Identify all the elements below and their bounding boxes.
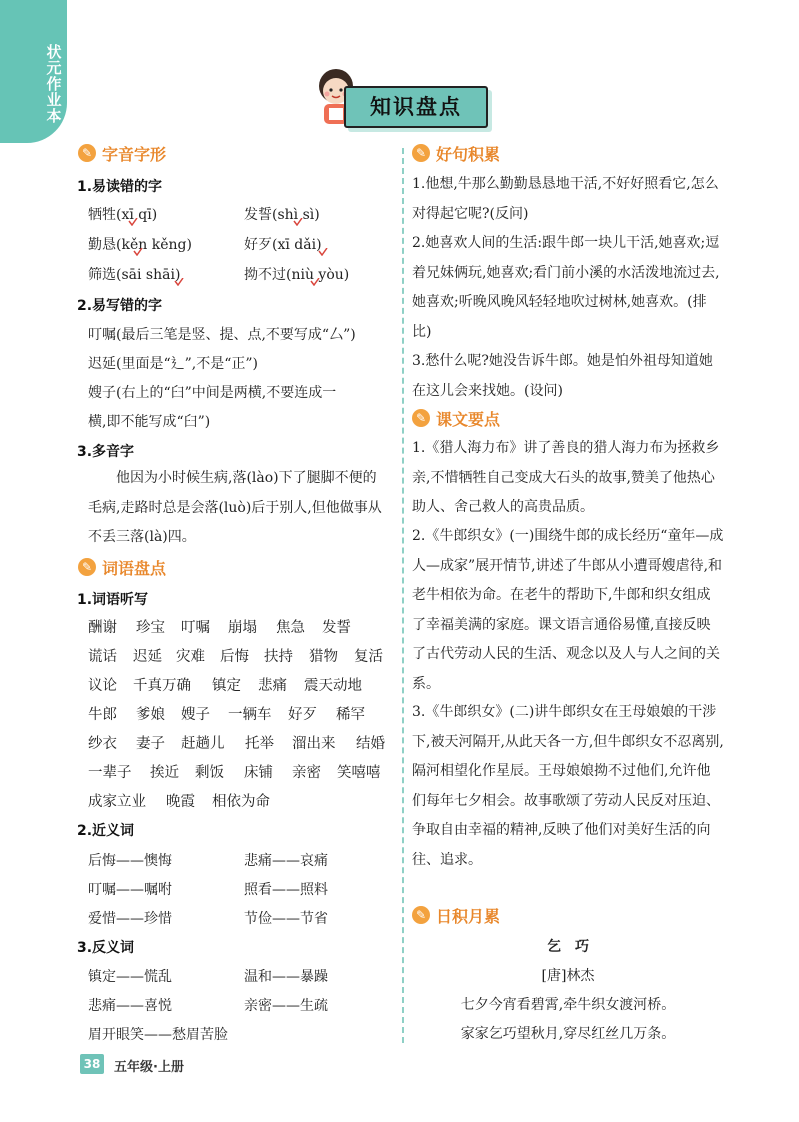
good-sentence: 3.愁什么呢?她没告诉牛郎。她是怕外祖母知道她在这儿会来找她。(设问) [412,353,713,399]
vocab-word: 爹娘 [136,707,165,723]
pinyin-item: 牺牲(xī qī) [88,207,158,223]
pencil-icon: ✎ [412,906,430,924]
pinyin-item: 发誓(shì sì) [244,207,320,223]
vocab-word: 一辈子 [88,765,132,781]
vocab-word: 稀罕 [336,707,365,723]
synonym-pair: 悲痛——哀痛 [244,853,328,869]
text-line: 横,即不能写成“臼”) [88,414,211,430]
section-header-ciyu [78,555,166,579]
vocab-word: 灾难 [176,649,205,665]
vocab-word: 酬谢 [88,620,117,636]
section-header-ziyin [78,141,166,165]
vocab-word: 成家立业 [88,794,146,810]
pencil-icon: ✎ [412,409,430,427]
vocab-word: 亲密 [292,765,321,781]
poem-line: 七夕今宵看碧霄,牵牛织女渡河桥。 [460,997,676,1013]
vocab-word: 发誓 [322,620,351,636]
check-mark-icon [174,278,184,286]
antonym-pair: 眉开眼笑——愁眉苦脸 [88,1027,228,1043]
text-line: 迟延(里面是“⻎”,不是“正”) [88,356,259,372]
vocab-word: 千真万确 [133,678,191,694]
synonym-pair: 叮嘱——嘱咐 [88,882,172,898]
vocab-word: 笑嘻嘻 [337,765,381,781]
key-point: 1.《猎人海力布》讲了善良的猎人海力布为拯救乡亲,不惜牺牲自己变成大石头的故事,赞美了他热心助人、舍己救人的高贵品质。 [412,440,720,515]
vocab-word: 复活 [354,649,383,665]
vocab-word: 托举 [245,736,274,752]
section-title: 字音字形 [102,144,167,164]
vocab-word: 一辆车 [228,707,272,723]
antonym-pair: 温和——暴躁 [244,969,328,985]
section-title: 词语盘点 [102,558,167,578]
subheading-duoyin: 3.多音字 [77,444,135,460]
vocab-word: 纱衣 [88,736,117,752]
vocab-word: 崩塌 [228,620,257,636]
vocab-word: 谎话 [88,649,117,665]
pinyin-item: 筛选(sāi shāi) [88,267,181,283]
pinyin-item: 勤恳(kěn kěng) [88,237,192,253]
section-header-haoju [412,141,500,165]
synonym-pair: 照看——照料 [244,882,328,898]
duoyin-paragraph: 他因为小时候生病,落(lào)下了腿脚不便的毛病,走路时总是会落(luò)后于别人,但他做事从不丢三落(là)四。 [88,470,382,545]
vocab-word: 挨近 [150,765,179,781]
vocab-word: 床铺 [244,765,273,781]
page-label: 五年级·上册 [114,1060,184,1075]
subheading-fanyi: 3.反义词 [77,940,135,956]
subheading-yidu: 1.易读错的字 [77,179,163,195]
vocab-word: 镇定 [212,678,241,694]
text-line: 叮嘱(最后三笔是竖、提、点,不要写成“厶”) [88,327,356,343]
pinyin-item: 拗不过(niù yòu) [244,267,350,283]
vocab-word: 迟延 [133,649,162,665]
vocab-word: 叮嘱 [181,620,210,636]
subheading-jinyi: 2.近义词 [77,823,135,839]
text-line: 嫂子(右上的“臼”中间是两横,不要连成一 [88,385,337,401]
vocab-word: 赶趟儿 [181,736,225,752]
pencil-icon: ✎ [78,144,96,162]
vocab-word: 溜出来 [292,736,336,752]
antonym-pair: 亲密——生疏 [244,998,328,1014]
vocab-word: 焦急 [276,620,305,636]
section-header-yaodian [412,406,500,430]
antonym-pair: 悲痛——喜悦 [88,998,172,1014]
pencil-icon: ✎ [78,558,96,576]
vocab-word: 扶持 [264,649,293,665]
title-banner [344,86,488,128]
check-mark-icon [293,218,303,226]
vocab-word: 议论 [88,678,117,694]
section-title: 课文要点 [436,409,501,429]
subheading-yixie: 2.易写错的字 [77,298,163,314]
check-mark-icon [133,248,143,256]
vocab-word: 好歹 [288,707,317,723]
synonym-pair: 节俭——节省 [244,911,328,927]
pencil-icon: ✎ [412,144,430,162]
key-point: 2.《牛郎织女》(一)围绕牛郎的成长经历“童年—成人—成家”展开情节,讲述了牛郎从小遭哥嫂虐待,和老牛相依为命。在老牛的帮助下,牛郎和织女组成了幸福美满的家庭。课文语言通俗易懂,直接反映了古代劳动人民的生活、观念以及人与人之间的关系。 [412,528,724,692]
check-mark-icon [128,218,138,226]
vocab-word: 珍宝 [136,620,165,636]
vocab-word: 猎物 [309,649,338,665]
good-sentence: 1.他想,牛那么勤勤恳恳地干活,不好好照看它,怎么对得起它呢?(反问) [412,176,719,222]
vocab-word: 妻子 [136,736,165,752]
synonym-pair: 爱惜——珍惜 [88,911,172,927]
synonym-pair: 后悔——懊悔 [88,853,172,869]
section-title: 好句积累 [436,144,501,164]
page-title: 知识盘点 [370,95,462,119]
vocab-word: 相依为命 [212,794,270,810]
vocab-word: 牛郎 [88,707,117,723]
vocab-word: 后悔 [220,649,249,665]
subheading-tingxie: 1.词语听写 [77,592,149,608]
check-mark-icon [310,278,320,286]
side-tab-label: 状元作业本 [46,43,62,125]
poem-line: 家家乞巧望秋月,穿尽红丝几万条。 [460,1026,676,1042]
antonym-pair: 镇定——慌乱 [88,969,172,985]
section-title: 日积月累 [436,906,501,926]
vocab-word: 结婚 [356,736,385,752]
pinyin-item: 好歹(xī dǎi) [244,237,322,253]
good-sentence: 2.她喜欢人间的生活:跟牛郎一块儿干活,她喜欢;逗着兄妹俩玩,她喜欢;看门前小溪的水活泼地流过去,她喜欢;听晚风晚风轻轻地吹过树林,她喜欢。(排比) [412,235,720,340]
key-point: 3.《牛郎织女》(二)讲牛郎织女在王母娘娘的干涉下,被天河隔开,从此天各一方,但牛郎织女不忍离别,隔河相望化作星辰。王母娘娘拗不过他们,允许他们每年七夕相会。故事歌颂了劳动人民反对压迫、争取自由幸福的精神,反映了他们对美好生活的向往、追求。 [412,704,724,868]
section-header-riji [412,903,500,927]
vocab-word: 晚霞 [166,794,195,810]
poem-author: [唐]林杰 [541,968,595,984]
page-number: 38 [80,1054,104,1074]
vocab-word: 震天动地 [304,678,362,694]
vocab-word: 剩饭 [195,765,224,781]
vocab-word: 嫂子 [181,707,210,723]
column-divider [402,148,404,1043]
vocab-word: 悲痛 [258,678,287,694]
poem-title: 乞 巧 [547,939,589,955]
check-mark-icon [318,248,328,256]
